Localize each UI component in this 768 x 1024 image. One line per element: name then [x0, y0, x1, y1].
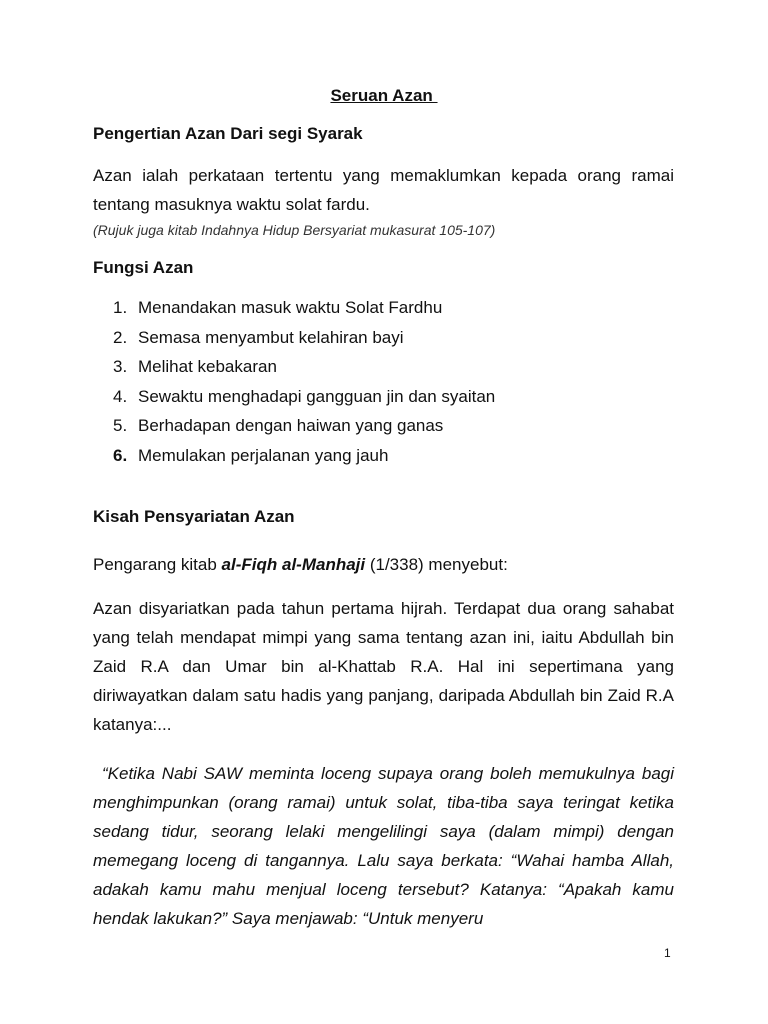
list-item-text: Semasa menyambut kelahiran bayi: [138, 327, 404, 347]
page-number: 1: [664, 946, 671, 960]
list-item-number: 5.: [113, 416, 128, 435]
list-item-number: 2.: [113, 327, 128, 347]
list-item: [113, 411, 495, 441]
list-item: [113, 323, 495, 353]
list-item-text: Melihat kebakaran: [138, 357, 277, 376]
book-title: al-Fiqh al-Manhaji: [221, 555, 366, 574]
functions-list: [113, 293, 495, 470]
list-item-number: 6.: [113, 445, 128, 465]
document-title: Seruan Azan: [330, 86, 438, 105]
section-heading-functions: Fungsi Azan: [93, 258, 194, 277]
list-item: [113, 382, 495, 412]
list-item-number: 1.: [113, 298, 128, 317]
section-heading-history: Kisah Pensyariatan Azan: [93, 507, 295, 526]
history-intro: [93, 550, 674, 579]
history-intro-suffix: (1/338) menyebut:: [365, 555, 508, 574]
reference-note: (Rujuk juga kitab Indahnya Hidup Bersyariat mukasurat 105-107): [93, 222, 496, 238]
history-paragraph: Azan disyariatkan pada tahun pertama hijrah. Terdapat dua orang sahabat yang telah mendapat mimpi yang sama tentang azan ini, iaitu Abdullah bin Zaid R.A dan Umar bin al-Khattab R.A. Hal ini sepertimana yang diriwayatkan dalam satu hadis yang panjang, daripada Abdullah bin Zaid R.A katanya:...: [93, 599, 674, 734]
list-item: [113, 441, 495, 471]
list-item-text: Berhadapan dengan haiwan yang ganas: [138, 416, 444, 435]
list-item-number: 3.: [113, 357, 128, 376]
list-item-text: Menandakan masuk waktu Solat Fardhu: [138, 298, 443, 317]
list-item-number: 4.: [113, 386, 128, 406]
list-item: [113, 293, 495, 323]
list-item: [113, 352, 495, 382]
section-heading-definition: Pengertian Azan Dari segi Syarak: [93, 124, 363, 143]
definition-paragraph: Azan ialah perkataan tertentu yang memaklumkan kepada orang ramai tentang masuknya waktu solat fardu.: [93, 166, 674, 214]
list-item-text: Sewaktu menghadapi gangguan jin dan syaitan: [138, 386, 496, 406]
hadith-quote: “Ketika Nabi SAW meminta loceng supaya orang boleh memukulnya bagi menghimpunkan (orang ramai) untuk solat, tiba-tiba saya teringat ketika sedang tidur, seorang lelaki mengelilingi saya (dalam mimpi) dengan memegang loceng di tangannya. Lalu saya berkata: “Wahai hamba Allah, adakah kamu mahu menjual loceng tersebut? Katanya: “Apakah kamu hendak lakukan?” Saya menjawab: “Untuk menyeru: [93, 764, 674, 928]
list-item-text: Memulakan perjalanan yang jauh: [138, 445, 389, 465]
history-intro-prefix: Pengarang kitab: [93, 555, 222, 574]
